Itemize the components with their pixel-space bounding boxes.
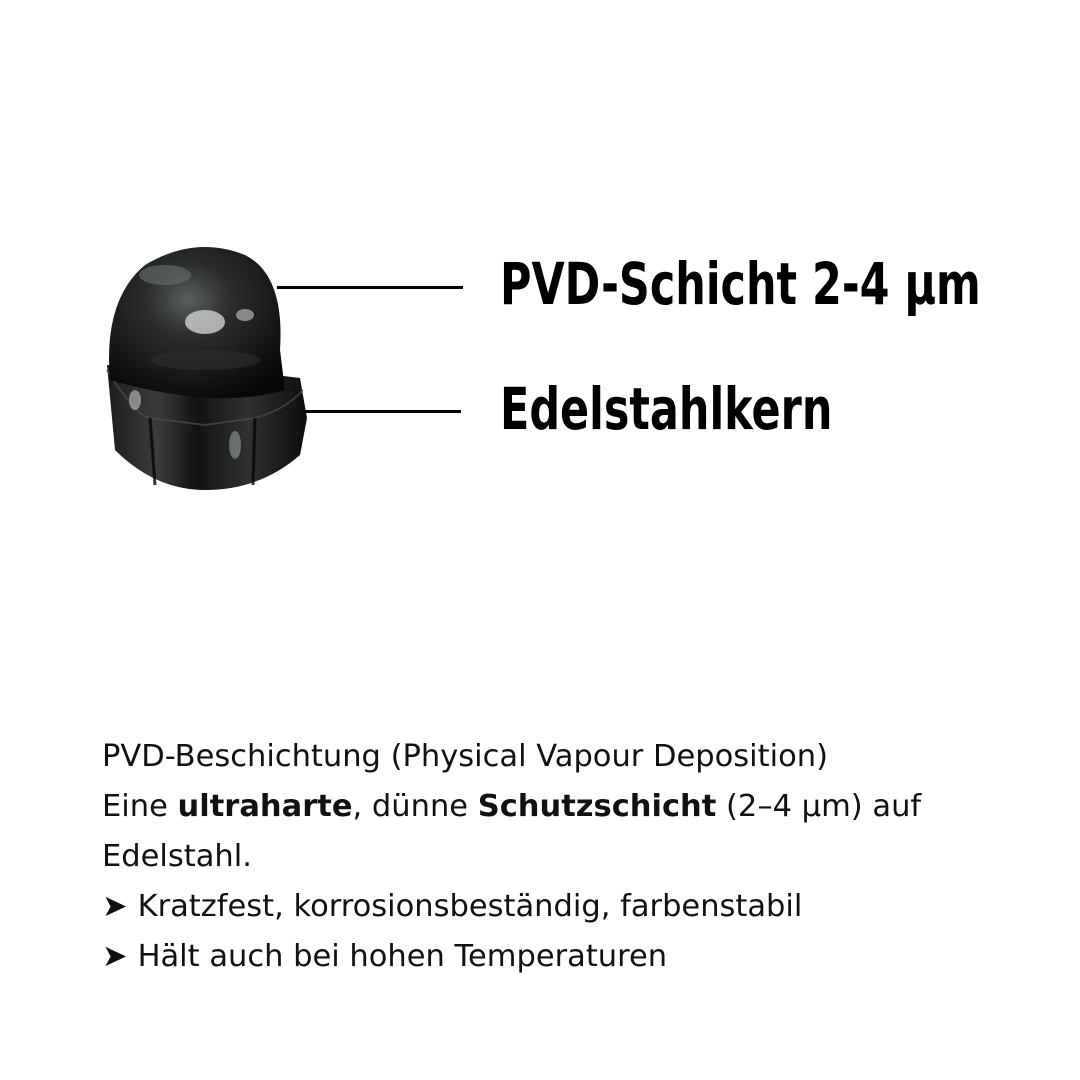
description-text: (2–4 µm) auf	[716, 789, 922, 824]
coating-callout: PVD-Schicht 2-4 µm	[500, 250, 981, 318]
core-callout: Edelstahlkern	[500, 375, 833, 443]
bullet-item	[102, 932, 1002, 982]
description-text: Eine	[102, 789, 178, 824]
description-line-2	[102, 782, 1002, 832]
arrow-icon: ➤	[102, 939, 128, 974]
description-text: , dünne	[352, 789, 478, 824]
core-leader-line	[304, 410, 461, 413]
description-line-1: PVD-Beschichtung (Physical Vapour Deposition)	[102, 739, 828, 774]
bullet-text: Hält auch bei hohen Temperaturen	[137, 939, 668, 974]
description-bold-schutzschicht: Schutzschicht	[477, 789, 717, 824]
description-block	[102, 732, 1002, 982]
bullet-item	[102, 882, 1002, 932]
bullet-text: Kratzfest, korrosionsbeständig, farbenstabil	[137, 889, 803, 924]
description-bold-ultraharte: ultraharte	[177, 789, 353, 824]
cap-nut-icon	[95, 240, 320, 500]
description-line-3: Edelstahl.	[102, 839, 252, 874]
arrow-icon: ➤	[102, 889, 128, 924]
coating-leader-line	[277, 286, 463, 289]
